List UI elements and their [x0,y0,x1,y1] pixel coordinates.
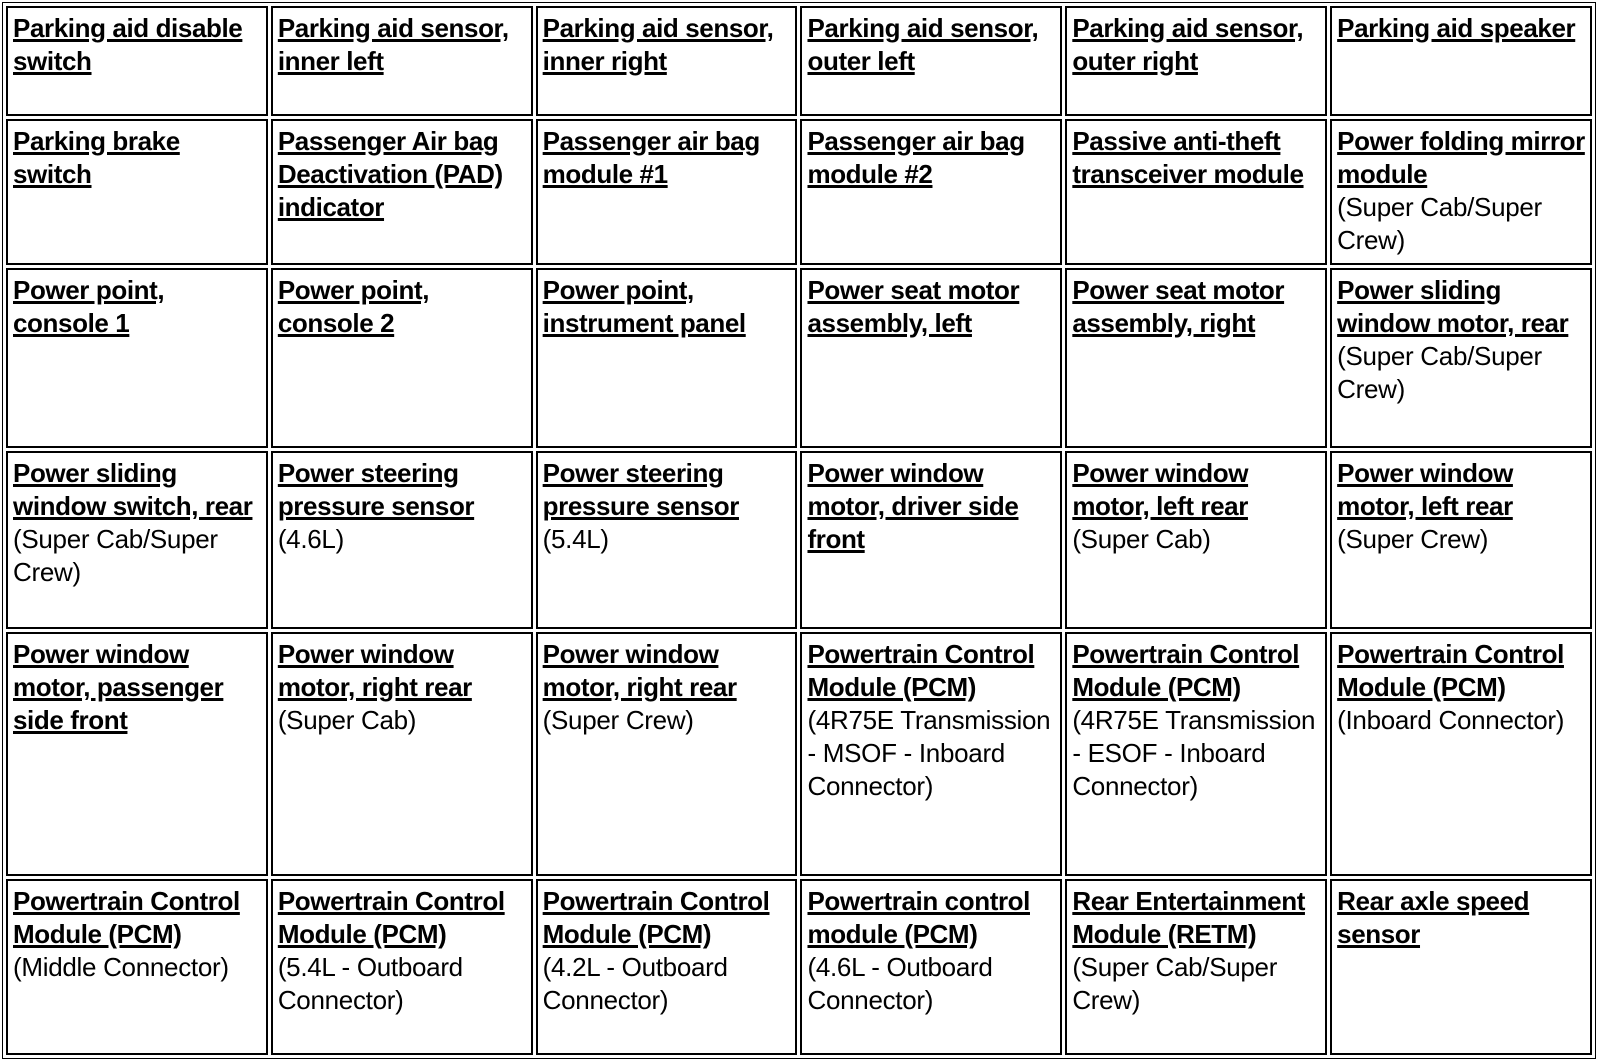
component-note: (Super Cab/Super Crew) [1337,341,1542,404]
component-link[interactable]: Power window motor, right rear [542,639,737,702]
table-cell [1330,119,1592,265]
component-link[interactable]: Power seat motor assembly, left [807,275,1020,338]
table-row [6,879,1592,1055]
component-link[interactable]: Powertrain Control Module (PCM) [807,639,1035,702]
table-cell [6,451,268,629]
table-cell [1065,879,1327,1055]
component-link[interactable]: Power point, console 1 [13,275,165,338]
table-cell [6,6,268,116]
component-link[interactable]: Parking brake switch [13,126,180,189]
table-cell [271,451,533,629]
table-row [6,632,1592,876]
table-cell [536,451,798,629]
component-link[interactable]: Passive anti-theft transceiver module [1072,126,1304,189]
component-note: (Super Crew) [1337,524,1489,554]
table-cell [1330,632,1592,876]
component-link[interactable]: Parking aid sensor, outer right [1072,13,1304,76]
component-link[interactable]: Parking aid sensor, inner right [542,13,774,76]
component-note: (4.6L - Outboard Connector) [807,952,993,1015]
table-cell [536,6,798,116]
component-link[interactable]: Parking aid sensor, inner left [277,13,509,76]
component-link[interactable]: Rear axle speed sensor [1337,886,1530,949]
table-row [6,451,1592,629]
component-note: (Super Crew) [542,705,694,735]
component-note: (Super Cab) [1072,524,1211,554]
component-link[interactable]: Parking aid disable switch [13,13,243,76]
component-note: (4R75E Transmission - ESOF - Inboard Connector) [1072,705,1316,801]
table-cell [6,632,268,876]
component-note: (Super Cab/Super Crew) [1072,952,1278,1015]
table-cell [1065,119,1327,265]
component-link[interactable]: Passenger air bag module #2 [807,126,1025,189]
table-row [6,119,1592,265]
table-cell [800,119,1062,265]
table-cell [271,119,533,265]
component-link[interactable]: Power seat motor assembly, right [1072,275,1285,338]
component-link[interactable]: Powertrain Control Module (PCM) [13,886,240,949]
component-link[interactable]: Passenger air bag module #1 [542,126,760,189]
component-link[interactable]: Power window motor, passenger side front [13,639,224,735]
table-cell [800,6,1062,116]
component-link[interactable]: Power point, instrument panel [542,275,746,338]
table-row [6,268,1592,448]
component-link[interactable]: Passenger Air bag Deactivation (PAD) indicator [277,126,503,222]
table-cell [536,879,798,1055]
table-cell [1065,451,1327,629]
component-link[interactable]: Power sliding window switch, rear [13,458,253,521]
table-cell [271,268,533,448]
table-cell [800,268,1062,448]
table-cell [6,268,268,448]
component-link[interactable]: Parking aid speaker [1337,13,1576,43]
component-note: (4R75E Transmission - MSOF - Inboard Connector) [807,705,1051,801]
table-cell [1065,268,1327,448]
component-link[interactable]: Powertrain Control Module (PCM) [1072,639,1300,702]
component-link[interactable]: Power steering pressure sensor [542,458,739,521]
component-note: (Super Cab/Super Crew) [1337,192,1542,255]
component-link[interactable]: Rear Entertainment Module (RETM) [1072,886,1305,949]
component-note: (Middle Connector) [13,952,229,982]
component-note: (4.2L - Outboard Connector) [542,952,728,1015]
table-cell [1330,268,1592,448]
table-cell [271,632,533,876]
component-note: (Super Cab) [277,705,417,735]
component-link[interactable]: Power window motor, driver side front [807,458,1019,554]
component-note: (Inboard Connector) [1337,705,1565,735]
component-location-table [2,2,1596,1059]
table-cell [1065,6,1327,116]
table-cell [536,632,798,876]
table-cell [800,632,1062,876]
table-cell [1330,6,1592,116]
table-cell [6,879,268,1055]
component-note: (5.4L) [542,524,609,554]
component-link[interactable]: Power sliding window motor, rear [1337,275,1569,338]
component-link[interactable]: Power window motor, left rear [1337,458,1513,521]
table-cell [536,268,798,448]
component-link[interactable]: Power folding mirror module [1337,126,1585,189]
component-link[interactable]: Power point, console 2 [277,275,430,338]
table-cell [6,119,268,265]
table-cell [1065,632,1327,876]
table-cell [271,6,533,116]
table-cell [1330,451,1592,629]
component-link[interactable]: Powertrain Control Module (PCM) [542,886,770,949]
component-link[interactable]: Power window motor, left rear [1072,458,1249,521]
component-link[interactable]: Power window motor, right rear [277,639,472,702]
table-cell [1330,879,1592,1055]
table-cell [800,451,1062,629]
component-link[interactable]: Powertrain Control Module (PCM) [277,886,505,949]
component-link[interactable]: Powertrain control module (PCM) [807,886,1030,949]
table-cell [536,119,798,265]
table-cell [800,879,1062,1055]
component-link[interactable]: Powertrain Control Module (PCM) [1337,639,1564,702]
component-note: (5.4L - Outboard Connector) [277,952,463,1015]
component-link[interactable]: Parking aid sensor, outer left [807,13,1039,76]
component-link[interactable]: Power steering pressure sensor [277,458,475,521]
component-note: (4.6L) [277,524,344,554]
table-cell [271,879,533,1055]
table-row [6,6,1592,116]
component-note: (Super Cab/Super Crew) [13,524,218,587]
